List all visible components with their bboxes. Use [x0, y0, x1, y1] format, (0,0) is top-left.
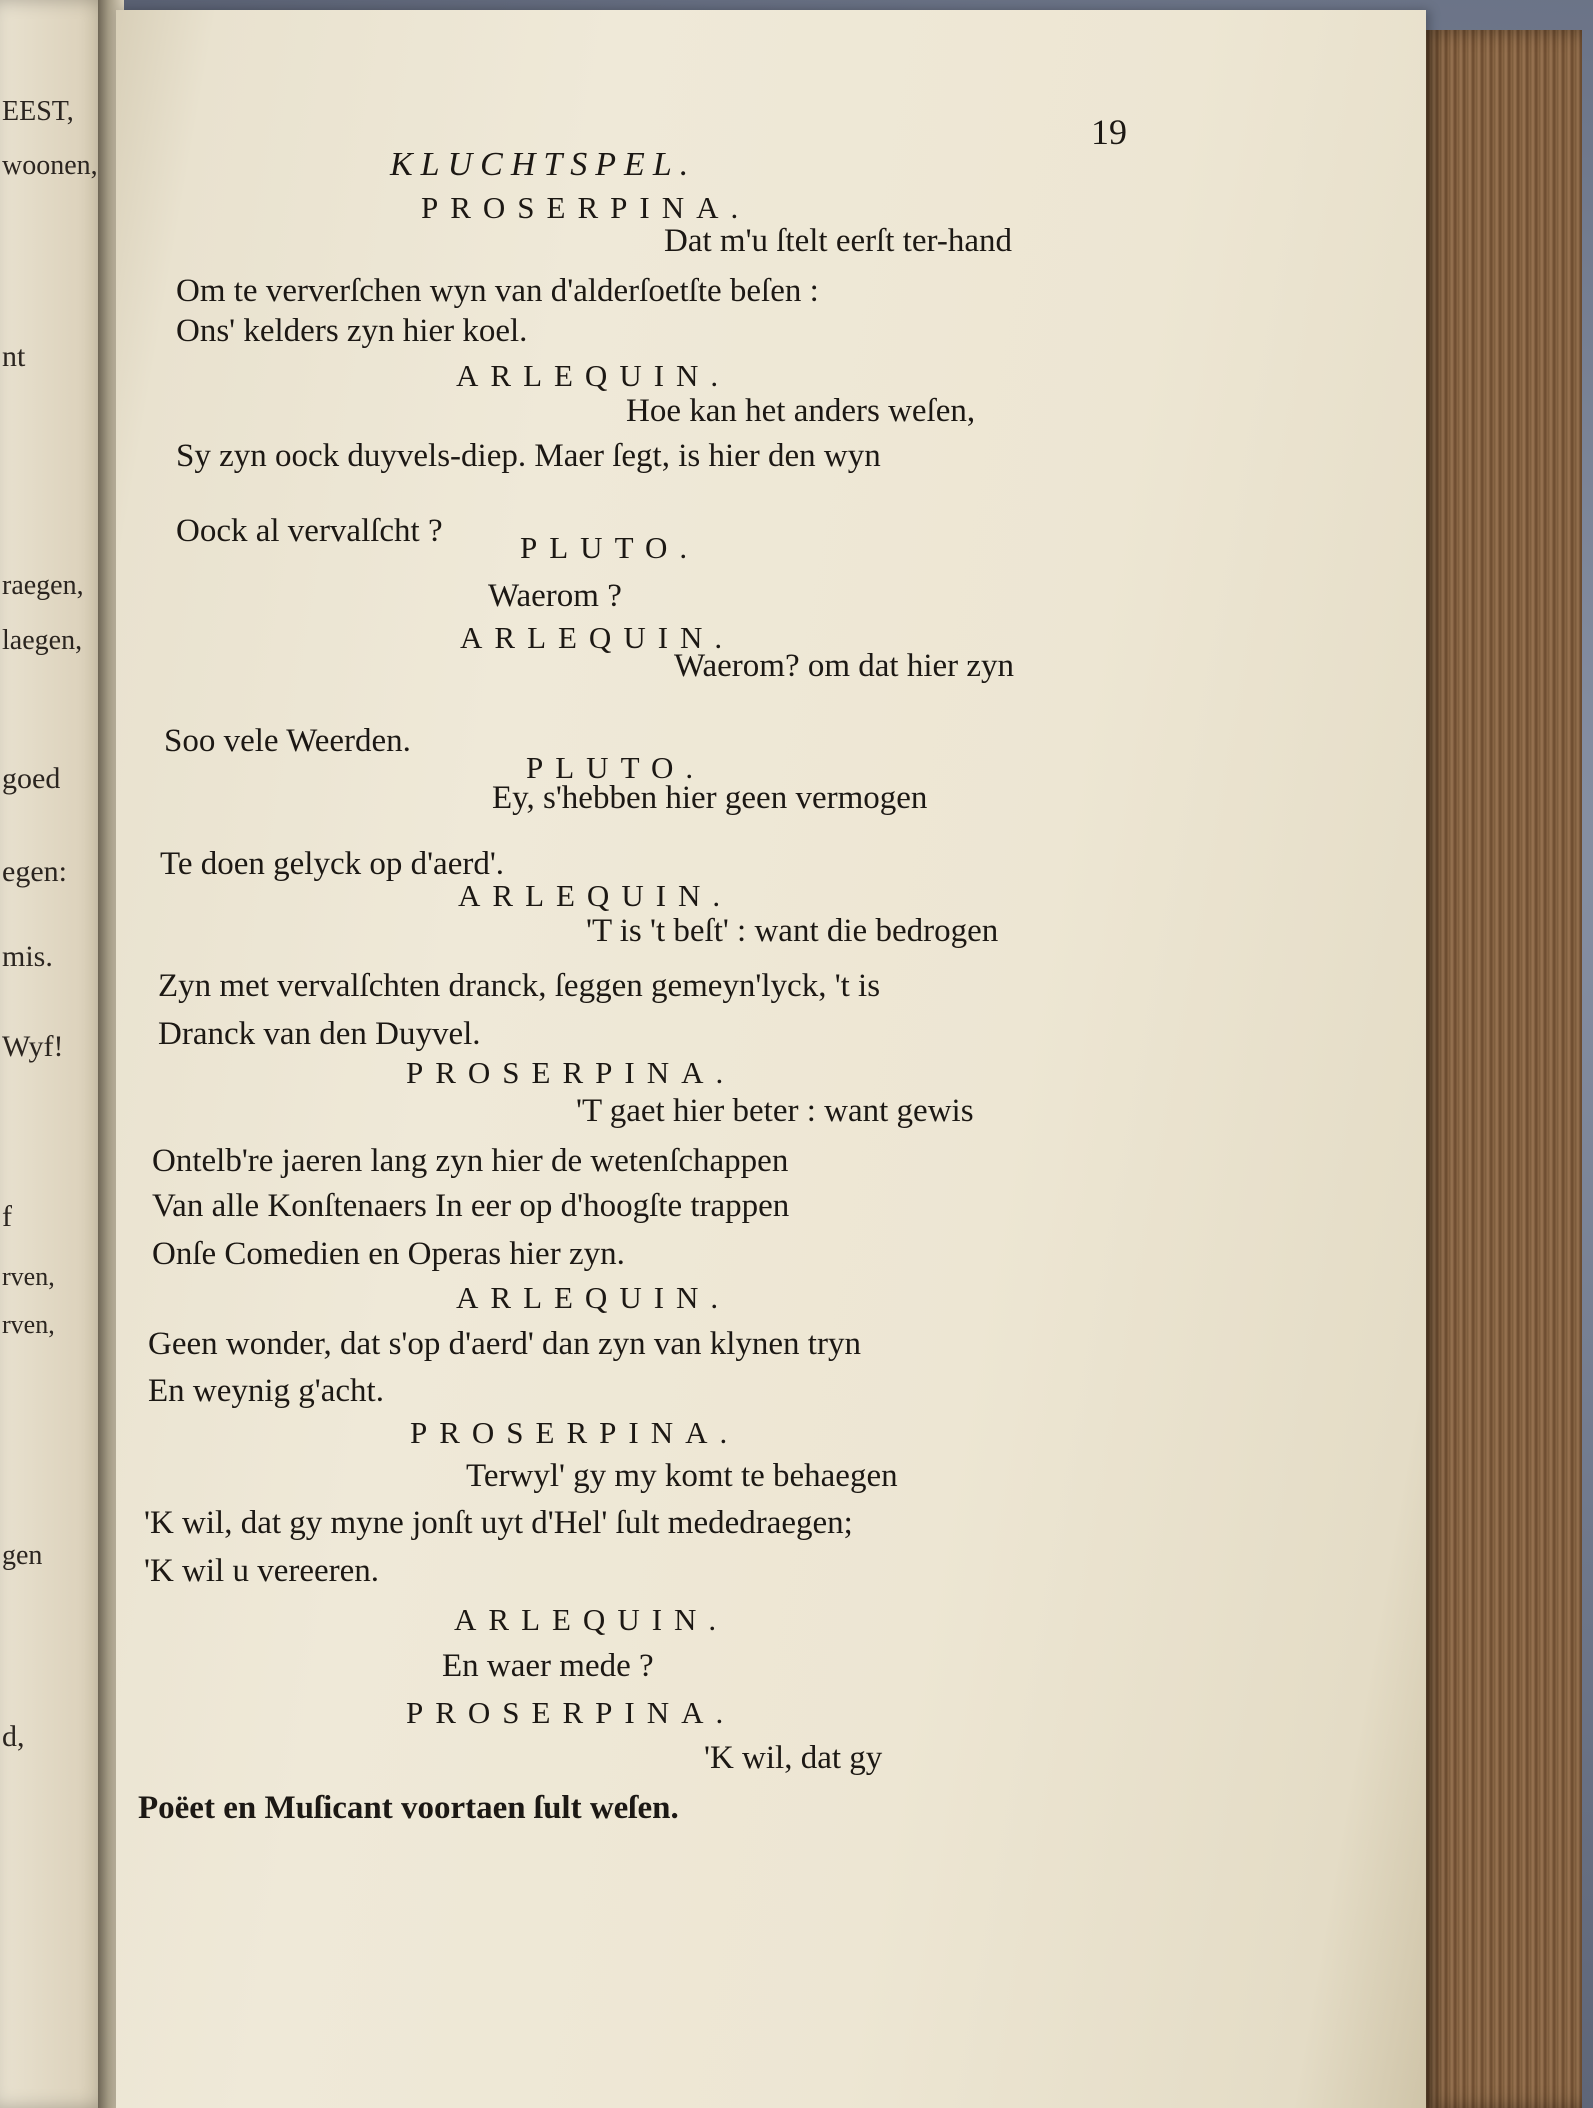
verse-line: Waerom ?: [488, 578, 622, 614]
verse-line: Terwyl' gy my komt te behaegen: [466, 1458, 898, 1494]
left-page-fragment: nt: [2, 340, 26, 373]
verse-line: Soo vele Weerden.: [164, 723, 411, 759]
verse-line: Dranck van den Duyvel.: [158, 1016, 481, 1052]
speaker-name: PROSERPINA.: [410, 1415, 740, 1450]
left-page-fragment: rven,: [2, 1310, 55, 1339]
speaker-name: PLUTO.: [520, 530, 700, 565]
verse-line: Ons' kelders zyn hier koel.: [176, 313, 528, 349]
speaker-name: PROSERPINA.: [421, 190, 751, 225]
verse-line: 'T gaet hier beter : want gewis: [576, 1093, 974, 1129]
verse-line: Om te ververſchen wyn van d'alderſoetſte beſen :: [176, 273, 819, 309]
verse-line: Van alle Konſtenaers In eer op d'hoogſte trappen: [152, 1188, 790, 1224]
left-page-fragment: woonen,: [2, 150, 98, 181]
verse-line: En weynig g'acht.: [148, 1373, 384, 1409]
left-page-fragment: f: [2, 1200, 12, 1233]
left-page-fragment: goed: [2, 762, 61, 795]
left-page-fragment: raegen,: [2, 570, 84, 601]
book-page: [116, 10, 1426, 2108]
left-page-fragment: d,: [2, 1720, 25, 1753]
verse-line: Hoe kan het anders weſen,: [626, 393, 976, 429]
speaker-name: ARLEQUIN.: [458, 878, 733, 913]
speaker-name: ARLEQUIN.: [456, 1280, 731, 1315]
verse-line: 'T is 't beſt' : want die bedrogen: [586, 913, 999, 949]
verse-line: Te doen gelyck op d'aerd'.: [160, 846, 505, 882]
verse-line: Ontelb're jaeren lang zyn hier de wetenſchappen: [152, 1143, 789, 1179]
verse-line: Onſe Comedien en Operas hier zyn.: [152, 1236, 625, 1272]
speaker-name: PLUTO.: [526, 750, 706, 785]
speaker-name: ARLEQUIN.: [456, 358, 731, 393]
left-page-fragment: EEST,: [2, 96, 74, 127]
verse-line: 'K wil u vereeren.: [144, 1553, 380, 1589]
speaker-name: PROSERPINA.: [406, 1695, 736, 1730]
speaker-name: ARLEQUIN.: [454, 1602, 729, 1637]
verse-line: Sy zyn oock duyvels-diep. Maer ſegt, is hier den wyn: [176, 438, 881, 474]
verse-line: Geen wonder, dat s'op d'aerd' dan zyn van klynen tryn: [148, 1326, 861, 1362]
left-page-fragment: gen: [2, 1540, 43, 1571]
verse-line: Poëet en Muſicant voortaen ſult weſen.: [138, 1790, 679, 1826]
left-page-fragment: laegen,: [2, 625, 83, 656]
verse-line: Dat m'u ſtelt eerſt ter-hand: [664, 223, 1012, 259]
left-page-fragment: egen:: [2, 855, 67, 888]
left-page-fragment: mis.: [2, 940, 53, 973]
verse-line: Ey, s'hebben hier geen vermogen: [492, 780, 928, 816]
speaker-name: PROSERPINA.: [406, 1055, 736, 1090]
verse-line: 'K wil, dat gy myne jonſt uyt d'Hel' ſult mededraegen;: [144, 1505, 853, 1541]
left-page-fragment: rven,: [2, 1262, 55, 1291]
page-edges: [1420, 30, 1582, 2108]
left-page-fragment: Wyf!: [2, 1030, 64, 1063]
running-head: KLUCHTSPEL.: [390, 146, 697, 183]
verse-line: En waer mede ?: [442, 1648, 654, 1684]
verse-line: Zyn met vervalſchten dranck, ſeggen gemeyn'lyck, 't is: [158, 968, 881, 1004]
verse-line: Waerom? om dat hier zyn: [674, 648, 1015, 684]
page-number: 19: [1091, 112, 1127, 152]
verse-line: 'K wil, dat gy: [704, 1740, 883, 1776]
speaker-name: ARLEQUIN.: [460, 620, 735, 655]
verse-line: Oock al vervalſcht ?: [176, 513, 443, 549]
facing-page: [0, 0, 112, 2108]
